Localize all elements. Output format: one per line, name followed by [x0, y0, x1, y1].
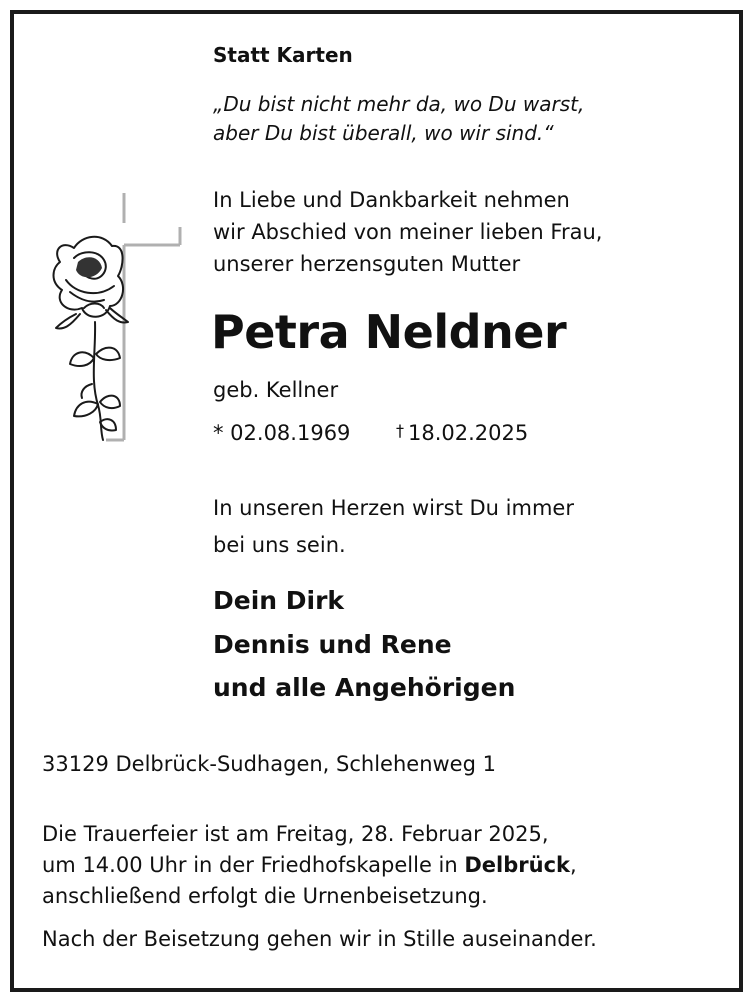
hearts-line: bei uns sein. — [213, 533, 346, 557]
closing-line: Nach der Beisetzung gehen wir in Stille auseinander. — [42, 927, 597, 951]
ceremony-line — [42, 850, 577, 881]
ceremony-line: anschließend erfolgt die Urnenbeisetzung. — [42, 884, 488, 908]
quote-line: aber Du bist überall, wo wir sind.“ — [213, 121, 554, 145]
ceremony-text: , — [570, 853, 577, 877]
intro-text — [213, 184, 602, 280]
cross-with-rose-icon — [40, 190, 190, 454]
quote-line: „Du bist nicht mehr da, wo Du warst, — [213, 92, 585, 116]
cross-icon — [106, 193, 180, 440]
signature-line: Dennis und Rene — [213, 630, 452, 659]
birth-date: * 02.08.1969 — [213, 421, 351, 445]
hearts-line: In unseren Herzen wirst Du immer — [213, 496, 574, 520]
memorial-quote — [213, 90, 584, 148]
maiden-name: geb. Kellner — [213, 378, 339, 402]
ceremony-text: um 14.00 Uhr in der Friedhofskapelle in — [42, 853, 465, 877]
hearts-text — [213, 490, 574, 564]
signature-line: und alle Angehörigen — [213, 673, 516, 702]
intro-line: wir Abschied von meiner lieben Frau, — [213, 220, 603, 244]
ceremony-place: Delbrück — [464, 853, 570, 877]
notice-heading: Statt Karten — [213, 43, 353, 67]
death-date-group — [396, 421, 528, 445]
intro-line: unserer herzensguten Mutter — [213, 252, 521, 276]
deceased-name: Petra Neldner — [211, 305, 567, 359]
death-date: 18.02.2025 — [408, 421, 529, 445]
family-address: 33129 Delbrück-Sudhagen, Schlehenweg 1 — [42, 752, 496, 776]
death-cross-icon: † — [396, 421, 404, 440]
signature-line: Dein Dirk — [213, 586, 345, 615]
intro-line: In Liebe und Dankbarkeit nehmen — [213, 188, 570, 212]
ceremony-details — [42, 819, 577, 912]
ceremony-line: Die Trauerfeier ist am Freitag, 28. Februar 2025, — [42, 822, 549, 846]
